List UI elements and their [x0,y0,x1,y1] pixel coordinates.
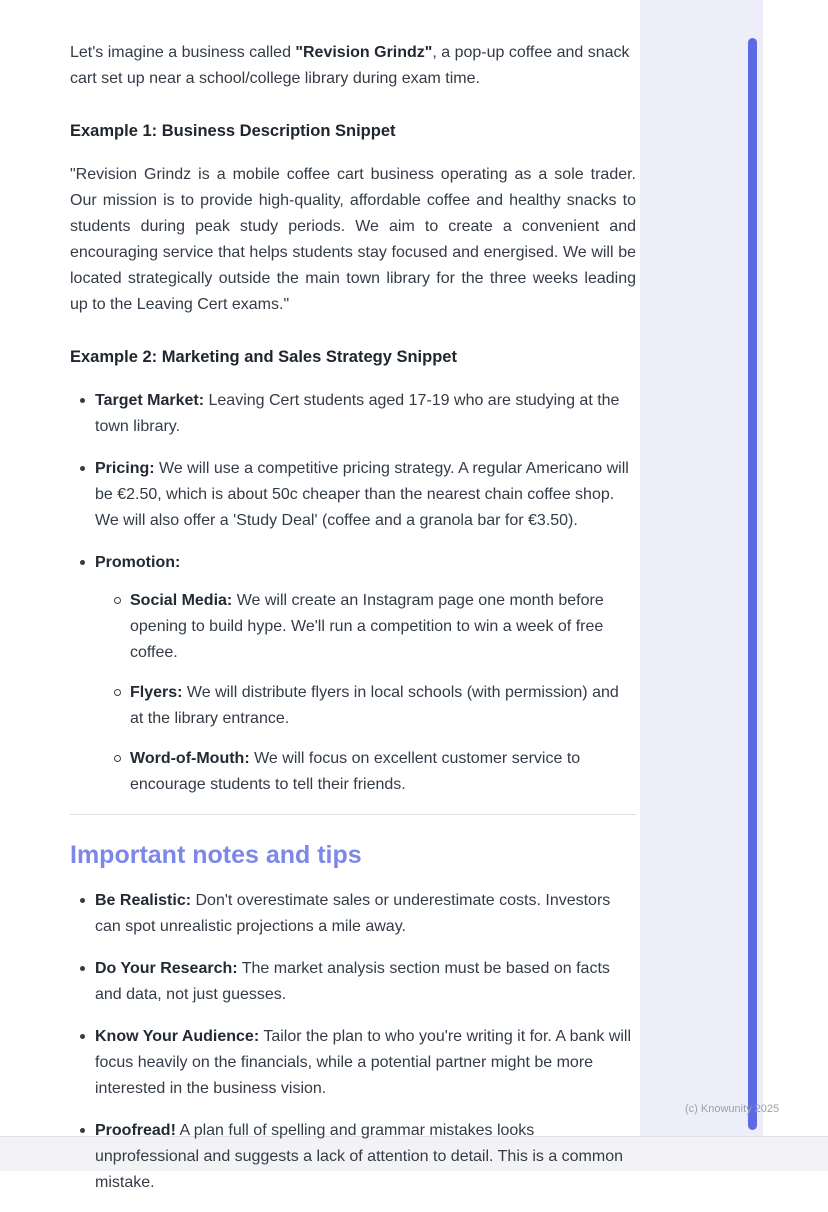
list-item [70,888,636,940]
list-item [105,746,636,798]
list-item [70,1118,636,1196]
bullet-text: We will distribute flyers in local schools (with permission) and at the library entrance. [130,684,619,727]
scrollbar-track [640,0,763,1136]
list-item [70,456,636,534]
bullet-label: Pricing: [95,460,155,477]
bullet-label: Be Realistic: [95,892,192,909]
example1-heading: Example 1: Business Description Snippet [70,122,396,140]
bullet-text: Tailor the plan to who you're writing it for. A bank will focus heavily on the financials, while a potential partner might be more interested in the business vision. [95,1028,631,1097]
copyright-watermark: (c) Knowunity 2025 [685,1103,780,1115]
list-item [70,956,636,1008]
example2-heading: Example 2: Marketing and Sales Strategy Snippet [70,348,457,366]
intro-text-cont: , a pop-up coffee and snack cart set up near a school/college library during exam time. [70,44,630,87]
notes-heading: Important notes and tips [70,841,362,869]
example1-paragraph: "Revision Grindz is a mobile coffee cart business operating as a sole trader. Our mission is to provide high-quality, affordable coffee and healthy snacks to students during peak study periods. We aim to create a convenient and encouraging service that helps students stay focused and energised. We will be located strategically outside the main town library for the three weeks leading up to the Leaving Cert exams." [70,166,636,313]
section-divider [70,814,636,815]
bullet-text: A plan full of spelling and grammar mistakes looks unprofessional and suggests a lack of attention to detail. This is a common mistake. [95,1122,624,1191]
bullet-text: Don't overestimate sales or underestimate costs. Investors can spot unrealistic projections a mile away. [95,892,611,935]
list-item [70,1024,636,1102]
marketing-list [70,388,636,798]
document-content [70,40,636,1212]
list-item [105,588,636,666]
promotion-sublist [105,588,636,798]
bullet-text: We will create an Instagram page one month before opening to build hype. We'll run a competition to win a week of free coffee. [130,592,604,661]
bullet-text: Leaving Cert students aged 17-19 who are studying at the town library. [95,392,620,435]
bullet-label: Promotion: [95,554,181,571]
intro-text: Let's imagine a business called [70,44,296,61]
bullet-text: We will focus on excellent customer service to encourage students to tell their friends. [130,750,581,793]
intro-paragraph [70,40,636,92]
bullet-text: The market analysis section must be based on facts and data, not just guesses. [95,960,610,1003]
list-item [70,388,636,440]
business-name: "Revision Grindz" [295,44,433,61]
bullet-label: Target Market: [95,392,205,409]
list-item [70,550,636,798]
bullet-label: Know Your Audience: [95,1028,260,1045]
bullet-label: Do Your Research: [95,960,238,977]
list-item [105,680,636,732]
bullet-text: We will use a competitive pricing strategy. A regular Americano will be €2.50, which is about 50c cheaper than the nearest chain coffee shop. We will also offer a 'Study Deal' (coffee and a granola bar for €3.50). [95,460,629,529]
bullet-label: Word-of-Mouth: [130,750,250,767]
bullet-label: Proofread! [95,1122,176,1139]
scrollbar-thumb[interactable] [748,38,757,1130]
bullet-label: Social Media: [130,592,233,609]
bullet-label: Flyers: [130,684,183,701]
notes-list [70,888,636,1196]
